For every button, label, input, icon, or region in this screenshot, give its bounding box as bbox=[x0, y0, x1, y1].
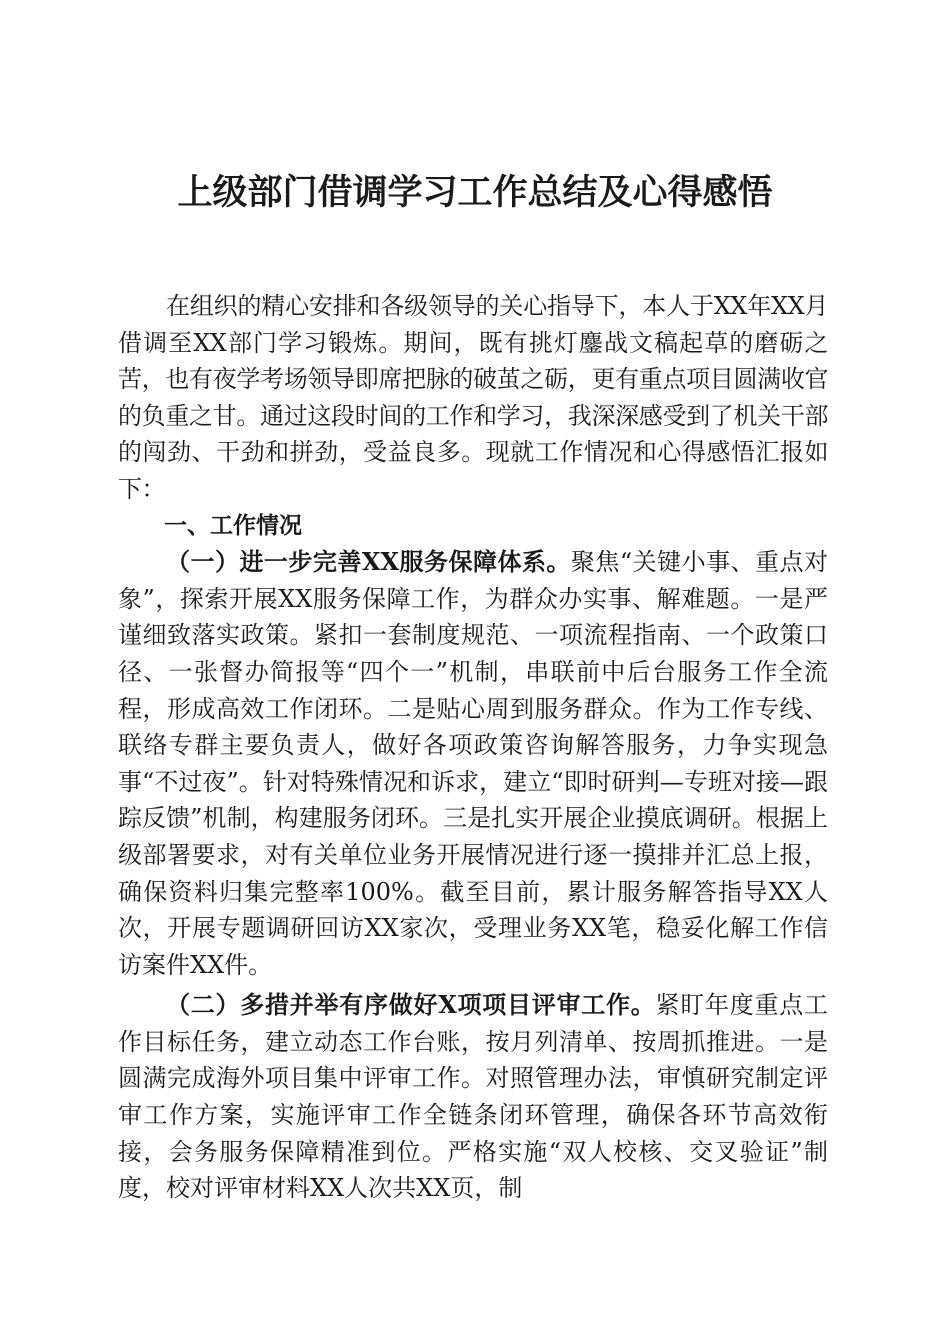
intro-paragraph: 在组织的精心安排和各级领导的关心指导下，本人于XX年XX月借调至XX部门学习锻炼。期间，既有挑灯鏖战文稿起草的磨砺之苦，也有夜学考场领导即席把脉的破茧之砺，更有重点项目圆满收官的负重之甘。通过这段时间的工作和学习，我深深感受到了机关干部的闯劲、干劲和拼劲，受益良多。现就工作情况和心得感悟汇报如下： bbox=[118, 292, 828, 503]
item-2-text: 紧盯年度重点工作目标任务，建立动态工作台账，按月列清单、按周抓推进。一是圆满完成海外项目集中评审工作。对照管理办法，审慎研究制定评审工作方案，实施评审工作全链条闭环管理，确保各环节高效衔接，会务服务保障精准到位。严格实施“双人校核、交叉验证”制度，校对评审材料XX人次共XX页，制 bbox=[118, 991, 829, 1203]
item-2-paragraph bbox=[118, 987, 828, 1207]
document-body bbox=[118, 288, 828, 1207]
item-1-text: 聚焦“关键小事、重点对象”，探索开展XX服务保障工作，为群众办实事、解难题。一是严谨细致落实政策。紧扣一套制度规范、一项流程指南、一个政策口径、一张督办简报等“四个一”机制，串联前中后台服务工作全流程，形成高效工作闭环。二是贴心周到服务群众。作为工作专线、联络专群主要负责人，做好各项政策咨询解答服务，力争实现急事“不过夜”。针对特殊情况和诉求，建立“即时研判—专班对接—跟踪反馈”机制，构建服务闭环。三是扎实开展企业摸底调研。根据上级部署要求，对有关单位业务开展情况进行逐一摸排并汇总上报，确保资料归集完整率100%。截至目前，累计服务解答指导XX人次，开展专题调研回访XX家次，受理业务XX笔，稳妥化解工作信访案件XX件。 bbox=[118, 548, 828, 979]
section-heading-work-status: 一、工作情况 bbox=[164, 512, 302, 539]
item-1-paragraph bbox=[118, 544, 828, 983]
item-2-lead: （二）多措并举有序做好X项项目评审工作。 bbox=[166, 990, 656, 1020]
item-1-lead: （一）进一步完善XX服务保障体系。 bbox=[166, 547, 571, 577]
document-title: 上级部门借调学习工作总结及心得感悟 bbox=[177, 172, 773, 213]
